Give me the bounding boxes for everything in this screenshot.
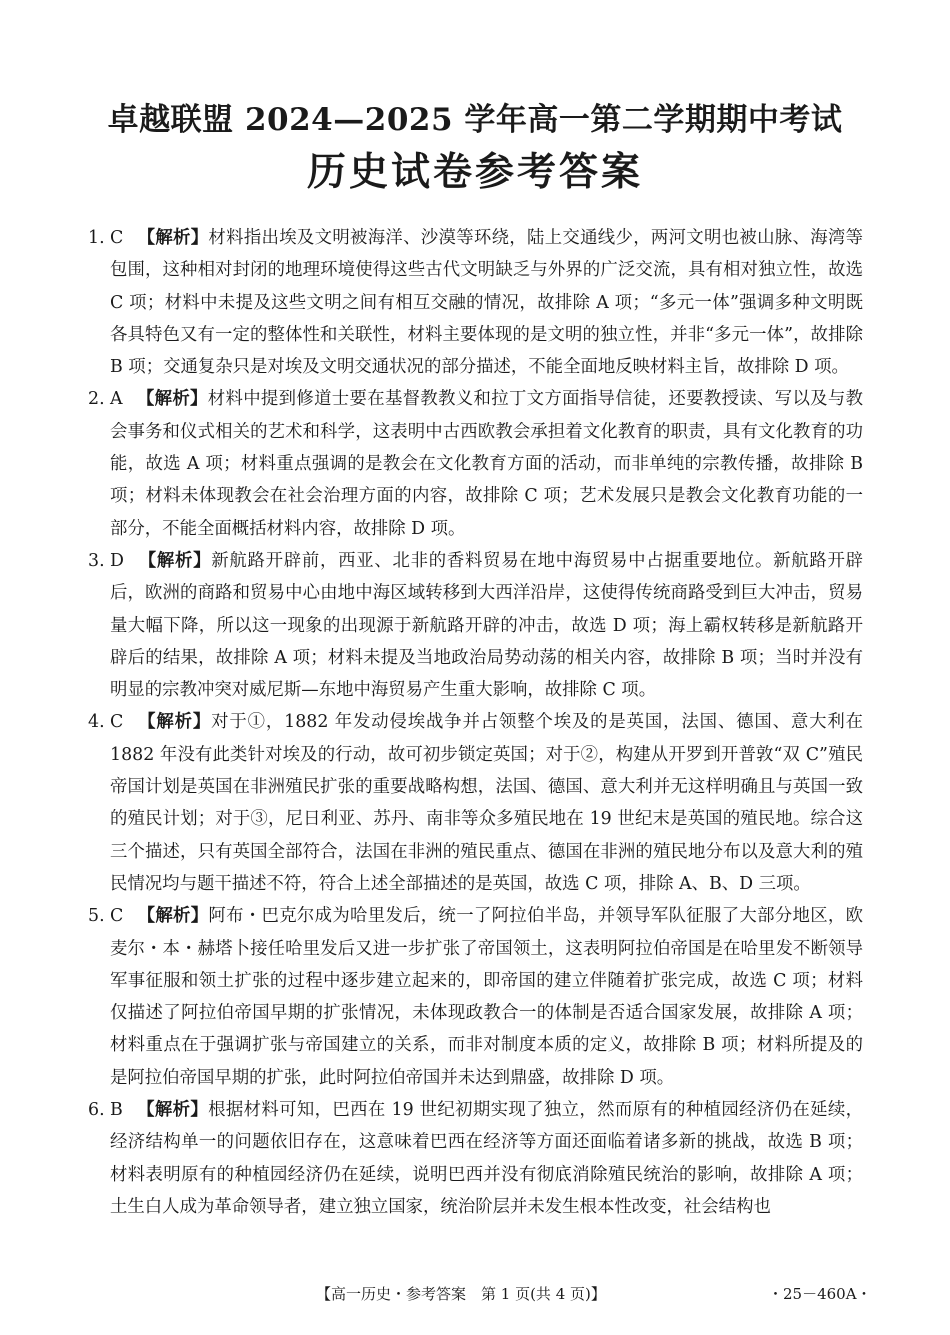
- question-number: 6.: [88, 1100, 105, 1121]
- exam-title: 卓越联盟 2024—2025 学年高一第二学期期中考试: [107, 102, 843, 138]
- answer-choice: D: [110, 550, 124, 571]
- answer-item-2: [88, 383, 863, 544]
- answer-list: [88, 222, 863, 1223]
- analysis-text: 材料指出埃及文明被海洋、沙漠等环绕，陆上交通线少，两河文明也被山脉、海湾等包围，这种相对封闭的地理环境使得这些古代文明缺乏与外界的广泛交流，具有相对独立性，故选 C 项；材料中未提及这些文明之间有相互交融的情况，故排除 A 项；“多元一体”强调多种文明既各具特色又有一定的整体性和关联性，材料主要体现的是文明的独立性，并非“多元一体”，故排除 B 项；交通复杂只是对埃及文明交通状况的部分描述，不能全面地反映材料主旨，故排除 D 项。: [110, 228, 863, 378]
- answer-item-3: [88, 545, 863, 706]
- answer-choice: A: [110, 389, 123, 410]
- answer-choice: B: [110, 1100, 123, 1121]
- analysis-tag: 【解析】: [137, 228, 209, 248]
- question-number: 3.: [88, 550, 105, 571]
- answer-choice: C: [110, 906, 124, 927]
- analysis-text: 新航路开辟前，西亚、北非的香料贸易在地中海贸易中占据重要地位。新航路开辟后，欧洲的商路和贸易中心由地中海区域转移到大西洋沿岸，这使得传统商路受到巨大冲击，贸易量大幅下降，所以这一现象的出现源于新航路开辟的冲击，故选 D 项；海上霸权转移是新航路开辟后的结果，故排除 A 项；材料未提及当地政治局势动荡的相关内容，故排除 B 项；当时并没有明显的宗教冲突对威尼斯—东地中海贸易产生重大影响，故排除 C 项。: [110, 550, 863, 701]
- analysis-tag: 【解析】: [136, 389, 208, 410]
- analysis-tag: 【解析】: [137, 712, 212, 733]
- answer-key-subtitle: 历史试卷参考答案: [306, 149, 643, 195]
- question-number: 1.: [88, 228, 105, 248]
- question-number: 5.: [88, 906, 105, 927]
- question-number: 4.: [88, 712, 105, 733]
- analysis-tag: 【解析】: [136, 1100, 209, 1121]
- answer-choice: C: [110, 712, 124, 733]
- answer-item-5: [88, 900, 863, 1094]
- footer-code: ・25－460A・: [768, 1285, 872, 1303]
- analysis-text: 材料中提到修道士要在基督教教义和拉丁文方面指导信徒，还要教授读、写以及与教会事务和仪式相关的艺术和科学，这表明中古西欧教会承担着文化教育的职责，具有文化教育的功能，故选 A 项；材料重点强调的是教会在文化教育方面的活动，而非单纯的宗教传播，故排除 B 项；材料未体现教会在社会治理方面的内容，故排除 C 项；艺术发展只是教会文化教育功能的一部分，不能全面概括材料内容，故排除 D 项。: [110, 389, 863, 539]
- answer-item-1: [88, 222, 863, 383]
- answer-choice: C: [110, 228, 124, 248]
- answer-item-4: [88, 706, 863, 900]
- answer-item-6: [88, 1094, 863, 1223]
- analysis-text: 对于①，1882 年发动侵埃战争并占领整个埃及的是英国，法国、德国、意大利在 1882 年没有此类针对埃及的行动，故可初步锁定英国；对于②，构建从开罗到开普敦“双 C”殖民帝国计划是英国在非洲殖民扩张的重要战略构想，法国、德国、意大利并无这样明确且与英国一致的殖民计划；对于③，尼日利亚、苏丹、南非等众多殖民地在 19 世纪末是英国的殖民地。综合这三个描述，只有英国全部符合，法国在非洲的殖民重点、德国在非洲的殖民地分布以及意大利的殖民情况均与题干描述不符，符合上述全部描述的是英国，故选 C 项，排除 A、B、D 三项。: [110, 712, 863, 894]
- analysis-tag: 【解析】: [137, 906, 209, 927]
- analysis-text: 根据材料可知，巴西在 19 世纪初期实现了独立，然而原有的种植园经济仍在延续，经济结构单一的问题依旧存在，这意味着巴西在经济等方面还面临着诸多新的挑战，故选 B 项；材料表明原有的种植园经济仍在延续，说明巴西并没有彻底消除殖民统治的影响，故排除 A 项；土生白人成为革命领导者，建立独立国家，统治阶层并未发生根本性改变，社会结构也: [110, 1100, 863, 1217]
- analysis-text: 阿布・巴克尔成为哈里发后，统一了阿拉伯半岛，并领导军队征服了大部分地区，欧麦尔・本・赫塔卜接任哈里发后又进一步扩张了帝国领土，这表明阿拉伯帝国是在哈里发不断领导军事征服和领土扩张的过程中逐步建立起来的，即帝国的建立伴随着扩张完成，故选 C 项；材料仅描述了阿拉伯帝国早期的扩张情况，未体现政教合一的体制是否适合国家发展，故排除 A 项；材料重点在于强调扩张与帝国建立的关系，而非对制度本质的定义，故排除 B 项；材料所提及的是阿拉伯帝国早期的扩张，此时阿拉伯帝国并未达到鼎盛，故排除 D 项。: [110, 906, 863, 1088]
- footer-page-info: 【高一历史・参考答案 第 1 页(共 4 页)】: [316, 1285, 606, 1303]
- analysis-tag: 【解析】: [137, 550, 212, 571]
- question-number: 2.: [88, 389, 105, 410]
